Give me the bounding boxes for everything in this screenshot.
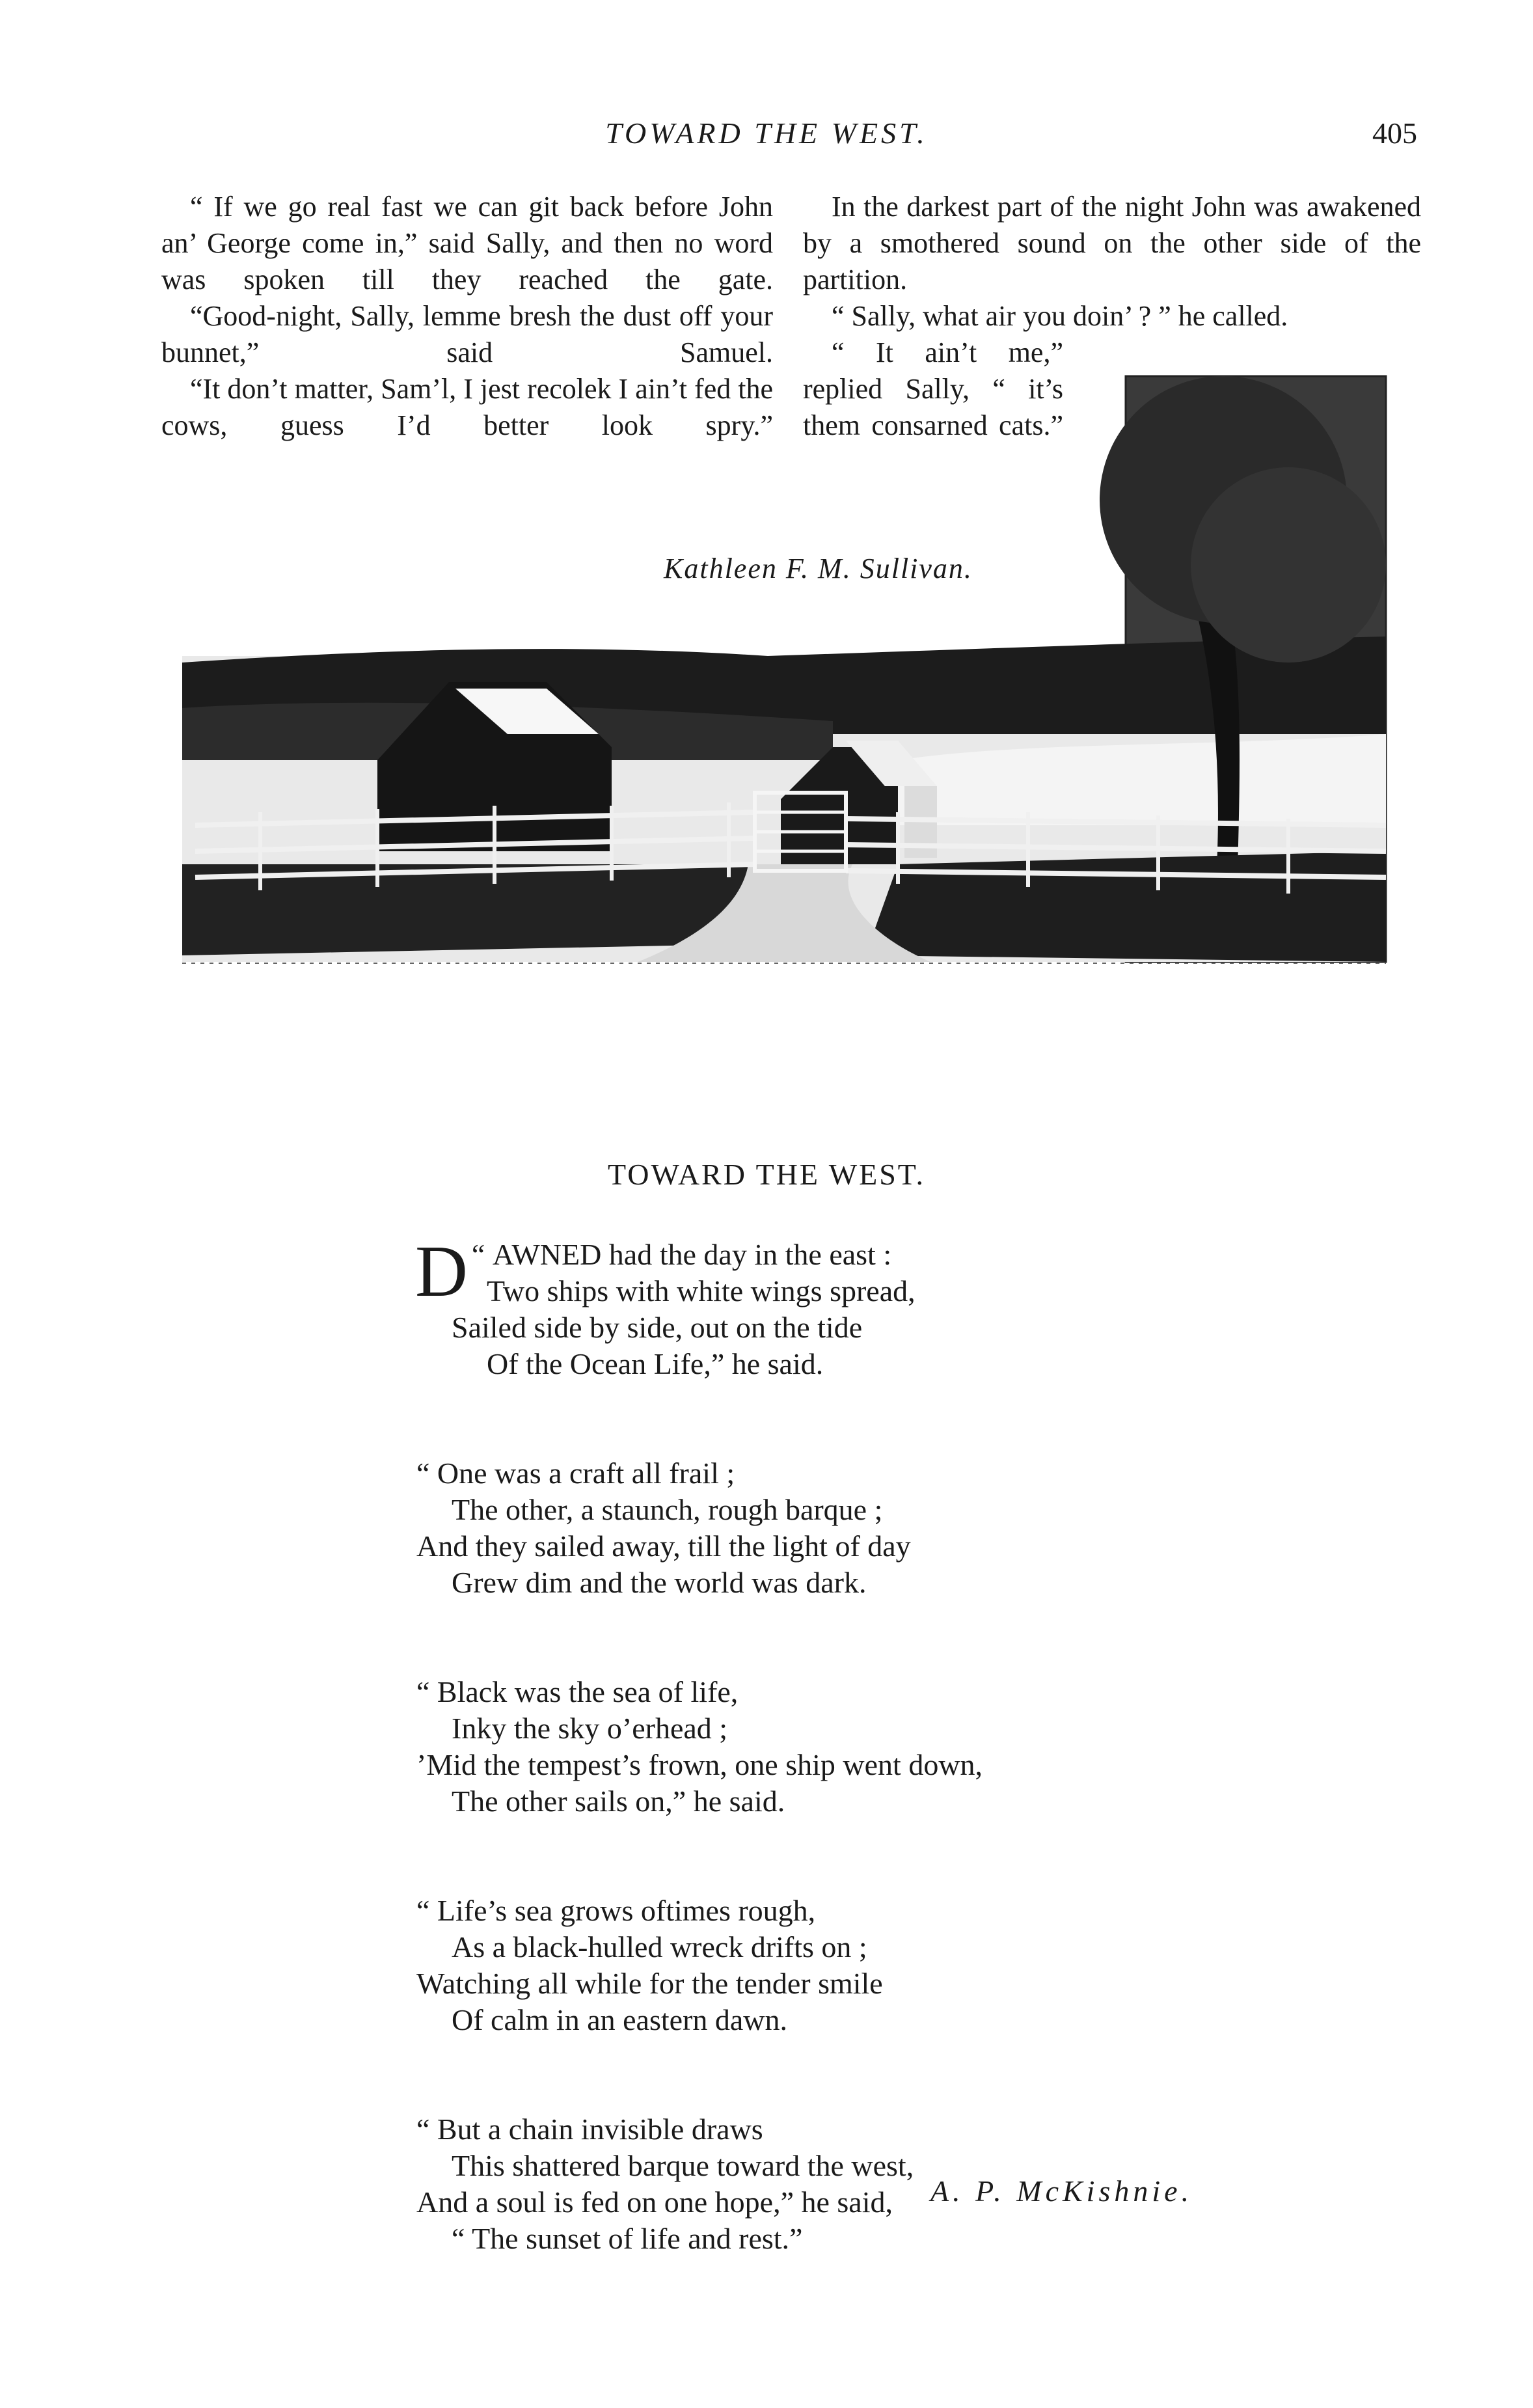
poem-line: The other sails on,” he said. xyxy=(452,1785,785,1818)
story-paragraph: “ It ain’t me,” replied Sally, “ it’s them consarned cats.” xyxy=(803,336,1063,441)
poem-stanza xyxy=(416,1674,1262,1820)
farm-scene-illustration xyxy=(182,370,1418,981)
poem-line: “ Life’s sea grows oftimes rough, xyxy=(416,1894,816,1927)
poem-stanza xyxy=(416,1455,1262,1601)
poem-line: Grew dim and the world was dark. xyxy=(452,1566,867,1599)
story-paragraph: “ If we go real fast we can git back before John an’ George come in,” said Sally, and then no word was spoken till they reached the gate. xyxy=(161,191,773,295)
poem-author-signature: A. P. McKishnie. xyxy=(930,2174,1193,2208)
running-head: TOWARD THE WEST. xyxy=(605,116,928,150)
poem-line: As a black-hulled wreck drifts on ; xyxy=(452,1930,867,1963)
poem-line: This shattered barque toward the west, xyxy=(452,2149,914,2182)
story-paragraph: In the darkest part of the night John was awakened by a smothered sound on the other side of the partition. xyxy=(803,191,1421,295)
story-paragraph: “ Sally, what air you doin’ ? ” he called. xyxy=(832,300,1288,332)
poem-line: Inky the sky o’erhead ; xyxy=(452,1712,728,1745)
poem-line: Watching all while for the tender smile xyxy=(416,1967,883,2000)
page-number: 405 xyxy=(1372,116,1417,150)
poem-line: Two ships with white wings spread, xyxy=(487,1274,916,1307)
poem-line: Sailed side by side, out on the tide xyxy=(452,1311,863,1344)
poem-line: “ One was a craft all frail ; xyxy=(416,1457,735,1490)
poem-line: “ Black was the sea of life, xyxy=(416,1675,739,1708)
poem-line: And a soul is fed on one hope,” he said, xyxy=(416,2185,893,2219)
poem-title: TOWARD THE WEST. xyxy=(608,1158,925,1191)
opening-quote: “ xyxy=(471,1238,485,1271)
poem-body xyxy=(415,1231,1262,2330)
poem-line: “ The sunset of life and rest.” xyxy=(452,2222,803,2255)
drop-cap: D xyxy=(415,1231,468,1312)
poem-stanza xyxy=(416,1893,1262,2038)
poem-line: Of the Ocean Life,” he said. xyxy=(487,1347,824,1380)
story-author-signature: Kathleen F. M. Sullivan. xyxy=(664,553,973,584)
poem-line: “ But a chain invisible draws xyxy=(416,2113,763,2146)
story-paragraph: “Good-night, Sally, lemme bresh the dust off your bunnet,” said Samuel. xyxy=(161,300,773,368)
poem-line: And they sailed away, till the light of day xyxy=(416,1529,911,1563)
poem-line: The other, a staunch, rough barque ; xyxy=(452,1493,883,1526)
poem-stanza xyxy=(415,1231,1262,1382)
story-paragraph: “It don’t matter, Sam’l, I jest recolek I ain’t fed the cows, guess I’d better look spry.” xyxy=(161,373,773,441)
poem-line: Of calm in an eastern dawn. xyxy=(452,2003,788,2036)
poem-line: ’Mid the tempest’s frown, one ship went down, xyxy=(416,1748,983,1781)
poem-line-text: AWNED had the day in the east : xyxy=(492,1238,892,1271)
